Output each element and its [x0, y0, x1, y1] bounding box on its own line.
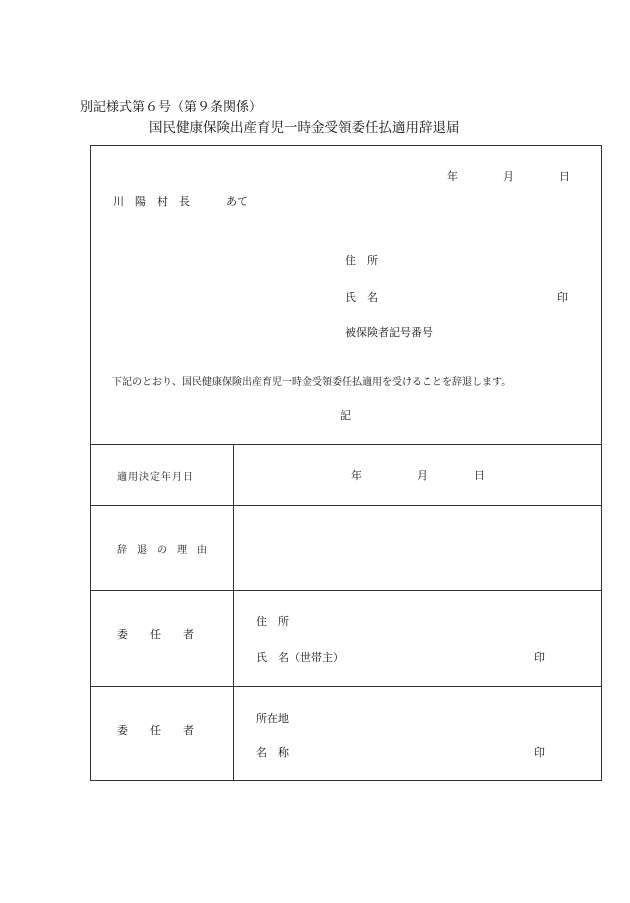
decision-date-field[interactable] — [234, 445, 601, 504]
decision-date-year: 年 — [351, 469, 362, 482]
reason-field[interactable] — [234, 506, 601, 589]
delegatee-location-label: 所在地 — [256, 712, 289, 725]
decision-date-month: 月 — [417, 469, 428, 482]
reason-label: 辞 退 の 理 由 — [117, 545, 207, 556]
ki-mark: 記 — [340, 409, 351, 422]
addressee-name: 川 陽 村 長 — [113, 195, 190, 208]
addressee-suffix: あて — [226, 195, 248, 208]
applicant-name-label: 氏 名 — [345, 291, 378, 304]
insured-number-label: 被保険者記号番号 — [345, 326, 433, 339]
applicant-seal: 印 — [557, 291, 568, 304]
date-month: 月 — [503, 170, 514, 183]
date-year: 年 — [447, 170, 458, 183]
form-title: 国民健康保険出産育児一時金受領委任払適用辞退届 — [149, 120, 460, 136]
date-day: 日 — [559, 170, 570, 183]
decision-date-day: 日 — [474, 469, 485, 482]
form-label: 別記様式第６号（第９条関係） — [80, 100, 263, 115]
delegator-label: 委 任 者 — [117, 628, 194, 641]
delegator-address-label: 住 所 — [256, 615, 289, 628]
statement-text: 下記のとおり、国民健康保険出産育児一時金受領委任払適用を受けることを辞退します。 — [112, 377, 512, 388]
delegatee-name-label: 名 称 — [256, 746, 289, 759]
delegatee-label: 委 任 者 — [117, 724, 194, 737]
delegator-seal: 印 — [534, 651, 545, 664]
delegatee-seal: 印 — [534, 746, 545, 759]
decision-date-label: 適用決定年月日 — [117, 472, 194, 483]
delegatee-field[interactable] — [234, 687, 601, 780]
delegator-field[interactable] — [234, 591, 601, 685]
delegator-name-label: 氏 名（世帯主） — [256, 651, 344, 664]
applicant-address-label: 住 所 — [345, 254, 378, 267]
